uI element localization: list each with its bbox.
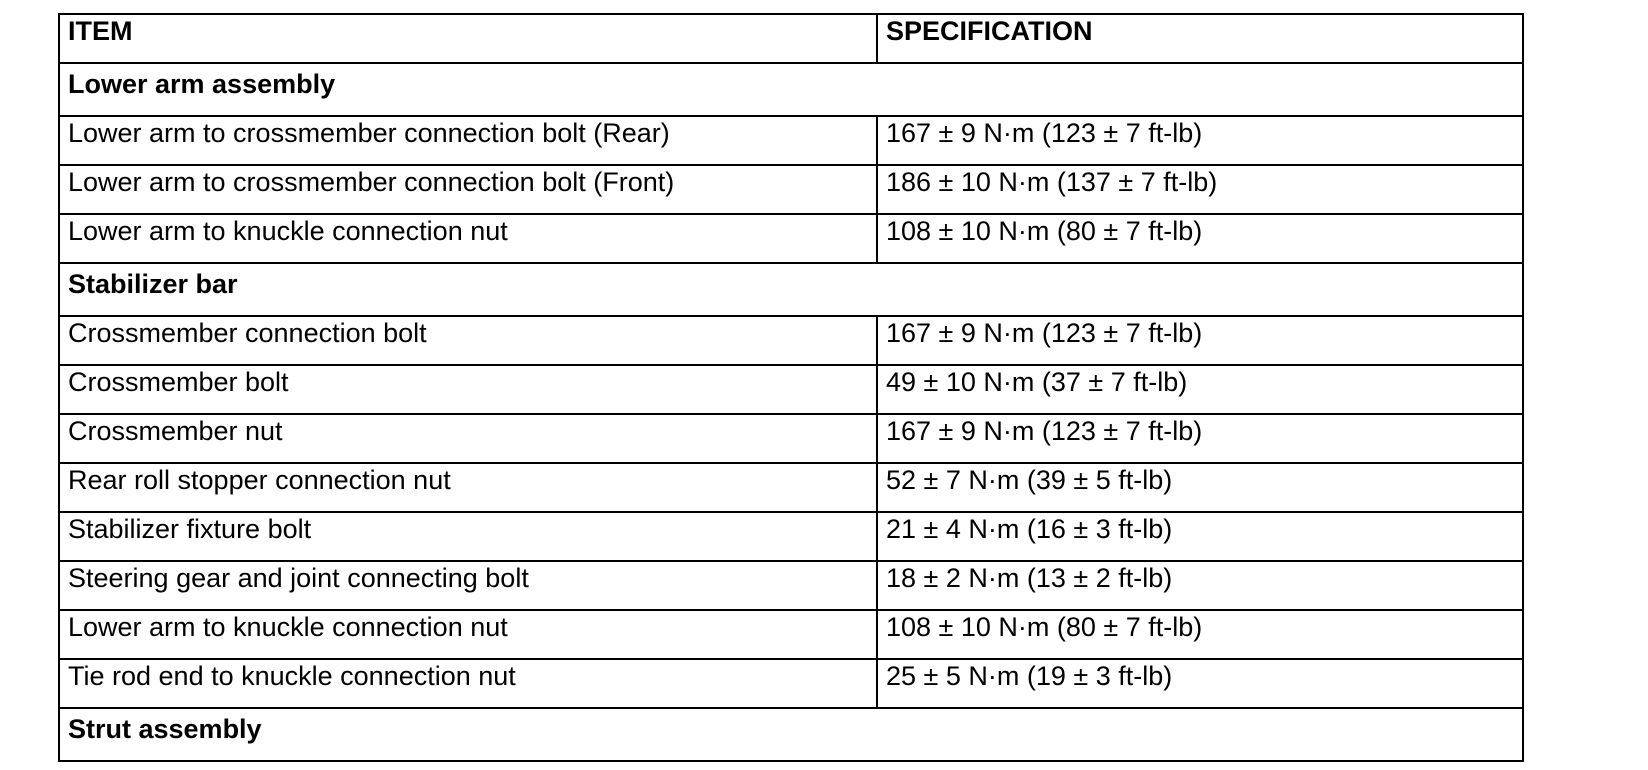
section-row-stabilizer-bar [59,263,1523,316]
item-cell: Steering gear and joint connecting bolt [59,561,877,610]
table-row [59,316,1523,365]
item-cell: Crossmember nut [59,414,877,463]
table-row [59,165,1523,214]
item-cell: Stabilizer fixture bolt [59,512,877,561]
item-cell: Rear roll stopper connection nut [59,463,877,512]
table-row [59,365,1523,414]
spec-cell: 186 ± 10 N·m (137 ± 7 ft-lb) [877,165,1523,214]
item-cell: Tie rod end to knuckle connection nut [59,659,877,708]
header-row [59,14,1523,63]
item-cell: Lower arm to knuckle connection nut [59,214,877,263]
section-title: Stabilizer bar [59,263,1523,316]
table-row [59,659,1523,708]
section-row-lower-arm-assembly [59,63,1523,116]
table-row [59,463,1523,512]
spec-cell: 18 ± 2 N·m (13 ± 2 ft-lb) [877,561,1523,610]
spec-cell: 108 ± 10 N·m (80 ± 7 ft-lb) [877,214,1523,263]
item-cell: Crossmember bolt [59,365,877,414]
section-title: Lower arm assembly [59,63,1523,116]
specification-column-header: SPECIFICATION [877,14,1523,63]
spec-cell: 167 ± 9 N·m (123 ± 7 ft-lb) [877,316,1523,365]
spec-cell: 167 ± 9 N·m (123 ± 7 ft-lb) [877,116,1523,165]
spec-cell: 49 ± 10 N·m (37 ± 7 ft-lb) [877,365,1523,414]
torque-spec-table [58,13,1524,762]
spec-cell: 167 ± 9 N·m (123 ± 7 ft-lb) [877,414,1523,463]
item-column-header: ITEM [59,14,877,63]
spec-cell: 108 ± 10 N·m (80 ± 7 ft-lb) [877,610,1523,659]
table-row [59,512,1523,561]
item-cell: Lower arm to crossmember connection bolt (Rear) [59,116,877,165]
item-cell: Lower arm to knuckle connection nut [59,610,877,659]
section-title: Strut assembly [59,708,1523,761]
table-row [59,561,1523,610]
section-row-strut-assembly [59,708,1523,761]
table-row [59,116,1523,165]
spec-cell: 52 ± 7 N·m (39 ± 5 ft-lb) [877,463,1523,512]
item-cell: Crossmember connection bolt [59,316,877,365]
item-cell: Lower arm to crossmember connection bolt (Front) [59,165,877,214]
table-body [59,14,1523,761]
table-row [59,610,1523,659]
table-row [59,414,1523,463]
spec-cell: 21 ± 4 N·m (16 ± 3 ft-lb) [877,512,1523,561]
table-row [59,214,1523,263]
spec-cell: 25 ± 5 N·m (19 ± 3 ft-lb) [877,659,1523,708]
